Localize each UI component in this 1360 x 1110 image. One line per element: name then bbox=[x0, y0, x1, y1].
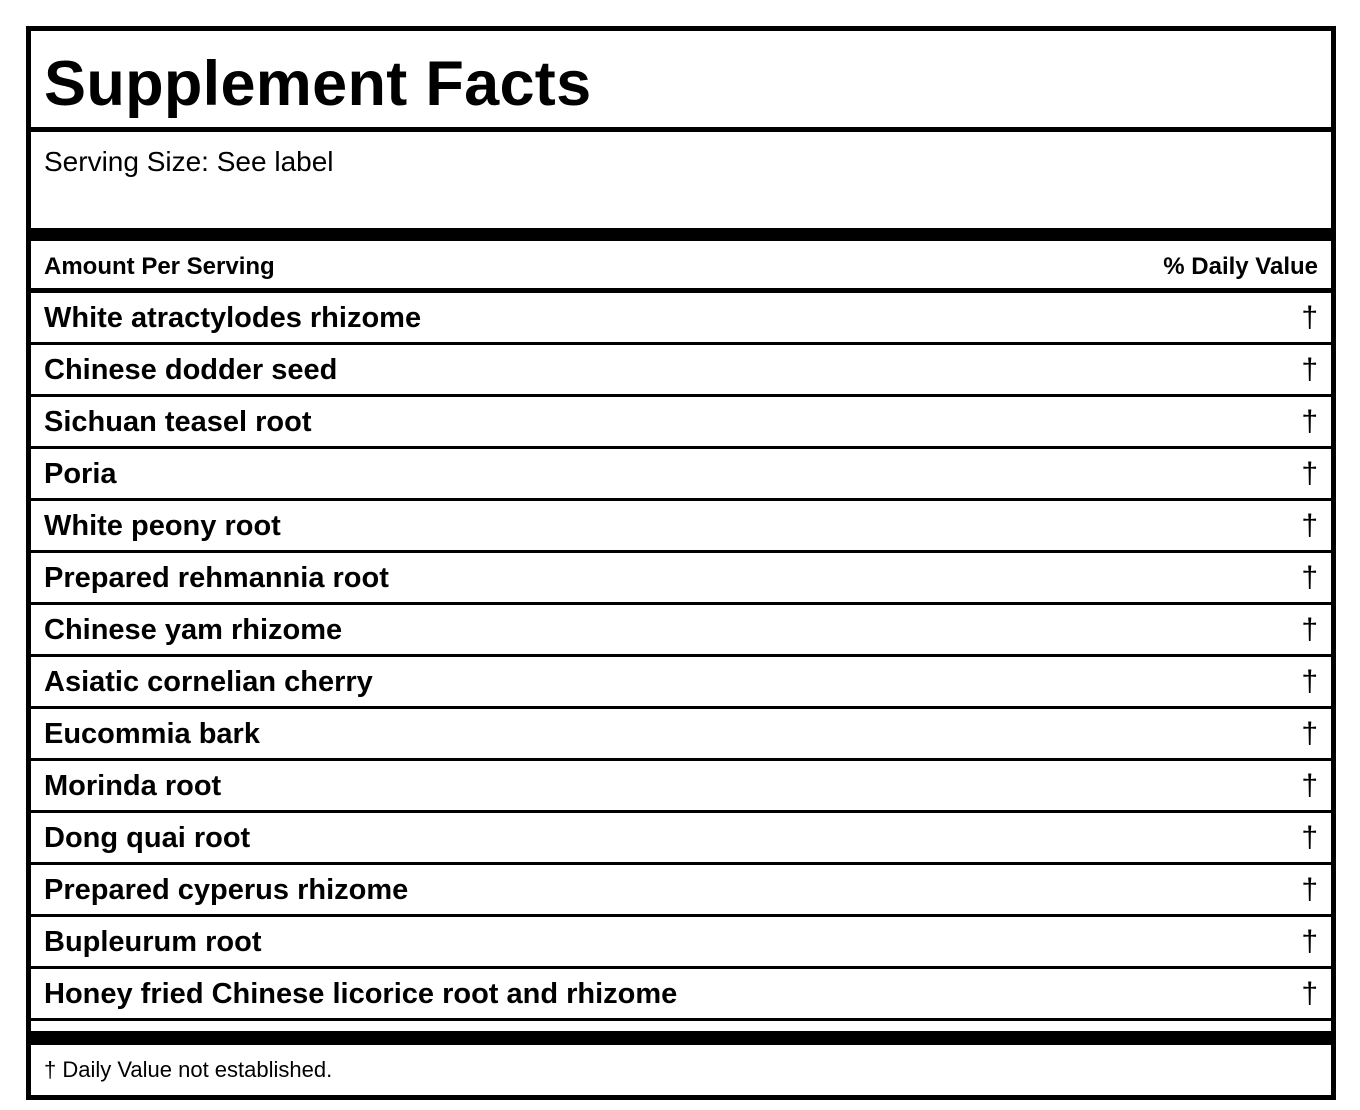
serving-size-section bbox=[31, 132, 1331, 241]
ingredient-row bbox=[31, 865, 1331, 917]
ingredient-row bbox=[31, 657, 1331, 709]
thick-divider bbox=[31, 1021, 1331, 1045]
ingredient-row bbox=[31, 917, 1331, 969]
ingredient-name: Eucommia bark bbox=[44, 718, 260, 750]
ingredient-row bbox=[31, 293, 1331, 345]
daily-value-mark: † bbox=[1301, 665, 1318, 698]
ingredient-name: Sichuan teasel root bbox=[44, 406, 312, 438]
ingredient-row bbox=[31, 449, 1331, 501]
ingredient-row bbox=[31, 345, 1331, 397]
ingredient-name: Chinese yam rhizome bbox=[44, 614, 343, 646]
ingredient-row bbox=[31, 813, 1331, 865]
serving-size-text: Serving Size: See label bbox=[44, 146, 334, 177]
daily-value-mark: † bbox=[1301, 769, 1318, 802]
ingredient-name: Honey fried Chinese licorice root and rhizome bbox=[44, 978, 678, 1010]
ingredient-row bbox=[31, 501, 1331, 553]
column-header-row bbox=[31, 241, 1331, 293]
ingredient-row bbox=[31, 709, 1331, 761]
ingredient-name: White atractylodes rhizome bbox=[44, 302, 422, 334]
daily-value-mark: † bbox=[1301, 977, 1318, 1010]
ingredient-name: Poria bbox=[44, 458, 117, 490]
ingredient-name: Asiatic cornelian cherry bbox=[44, 666, 373, 698]
ingredient-row bbox=[31, 969, 1331, 1021]
daily-value-mark: † bbox=[1301, 925, 1318, 958]
ingredient-name: Dong quai root bbox=[44, 822, 251, 854]
ingredient-list bbox=[31, 293, 1331, 1021]
ingredient-name: Chinese dodder seed bbox=[44, 354, 338, 386]
daily-value-mark: † bbox=[1301, 405, 1318, 438]
ingredient-row bbox=[31, 553, 1331, 605]
ingredient-row bbox=[31, 397, 1331, 449]
supplement-facts-panel bbox=[26, 26, 1336, 1100]
daily-value-mark: † bbox=[1301, 613, 1318, 646]
daily-value-mark: † bbox=[1301, 873, 1318, 906]
daily-value-mark: † bbox=[1301, 301, 1318, 334]
page-title: Supplement Facts bbox=[44, 49, 592, 119]
ingredient-name: Prepared rehmannia root bbox=[44, 562, 389, 594]
daily-value-header: % Daily Value bbox=[1163, 253, 1318, 280]
footnote: † Daily Value not established. bbox=[44, 1057, 333, 1082]
amount-per-serving-header: Amount Per Serving bbox=[44, 253, 275, 280]
ingredient-name: Morinda root bbox=[44, 770, 222, 802]
daily-value-mark: † bbox=[1301, 353, 1318, 386]
ingredient-row bbox=[31, 605, 1331, 657]
daily-value-mark: † bbox=[1301, 821, 1318, 854]
ingredient-row bbox=[31, 761, 1331, 813]
daily-value-mark: † bbox=[1301, 561, 1318, 594]
title-section bbox=[31, 31, 1331, 132]
daily-value-mark: † bbox=[1301, 457, 1318, 490]
ingredient-name: White peony root bbox=[44, 510, 281, 542]
ingredient-name: Prepared cyperus rhizome bbox=[44, 874, 409, 906]
daily-value-mark: † bbox=[1301, 509, 1318, 542]
daily-value-mark: † bbox=[1301, 717, 1318, 750]
ingredient-name: Bupleurum root bbox=[44, 926, 262, 958]
